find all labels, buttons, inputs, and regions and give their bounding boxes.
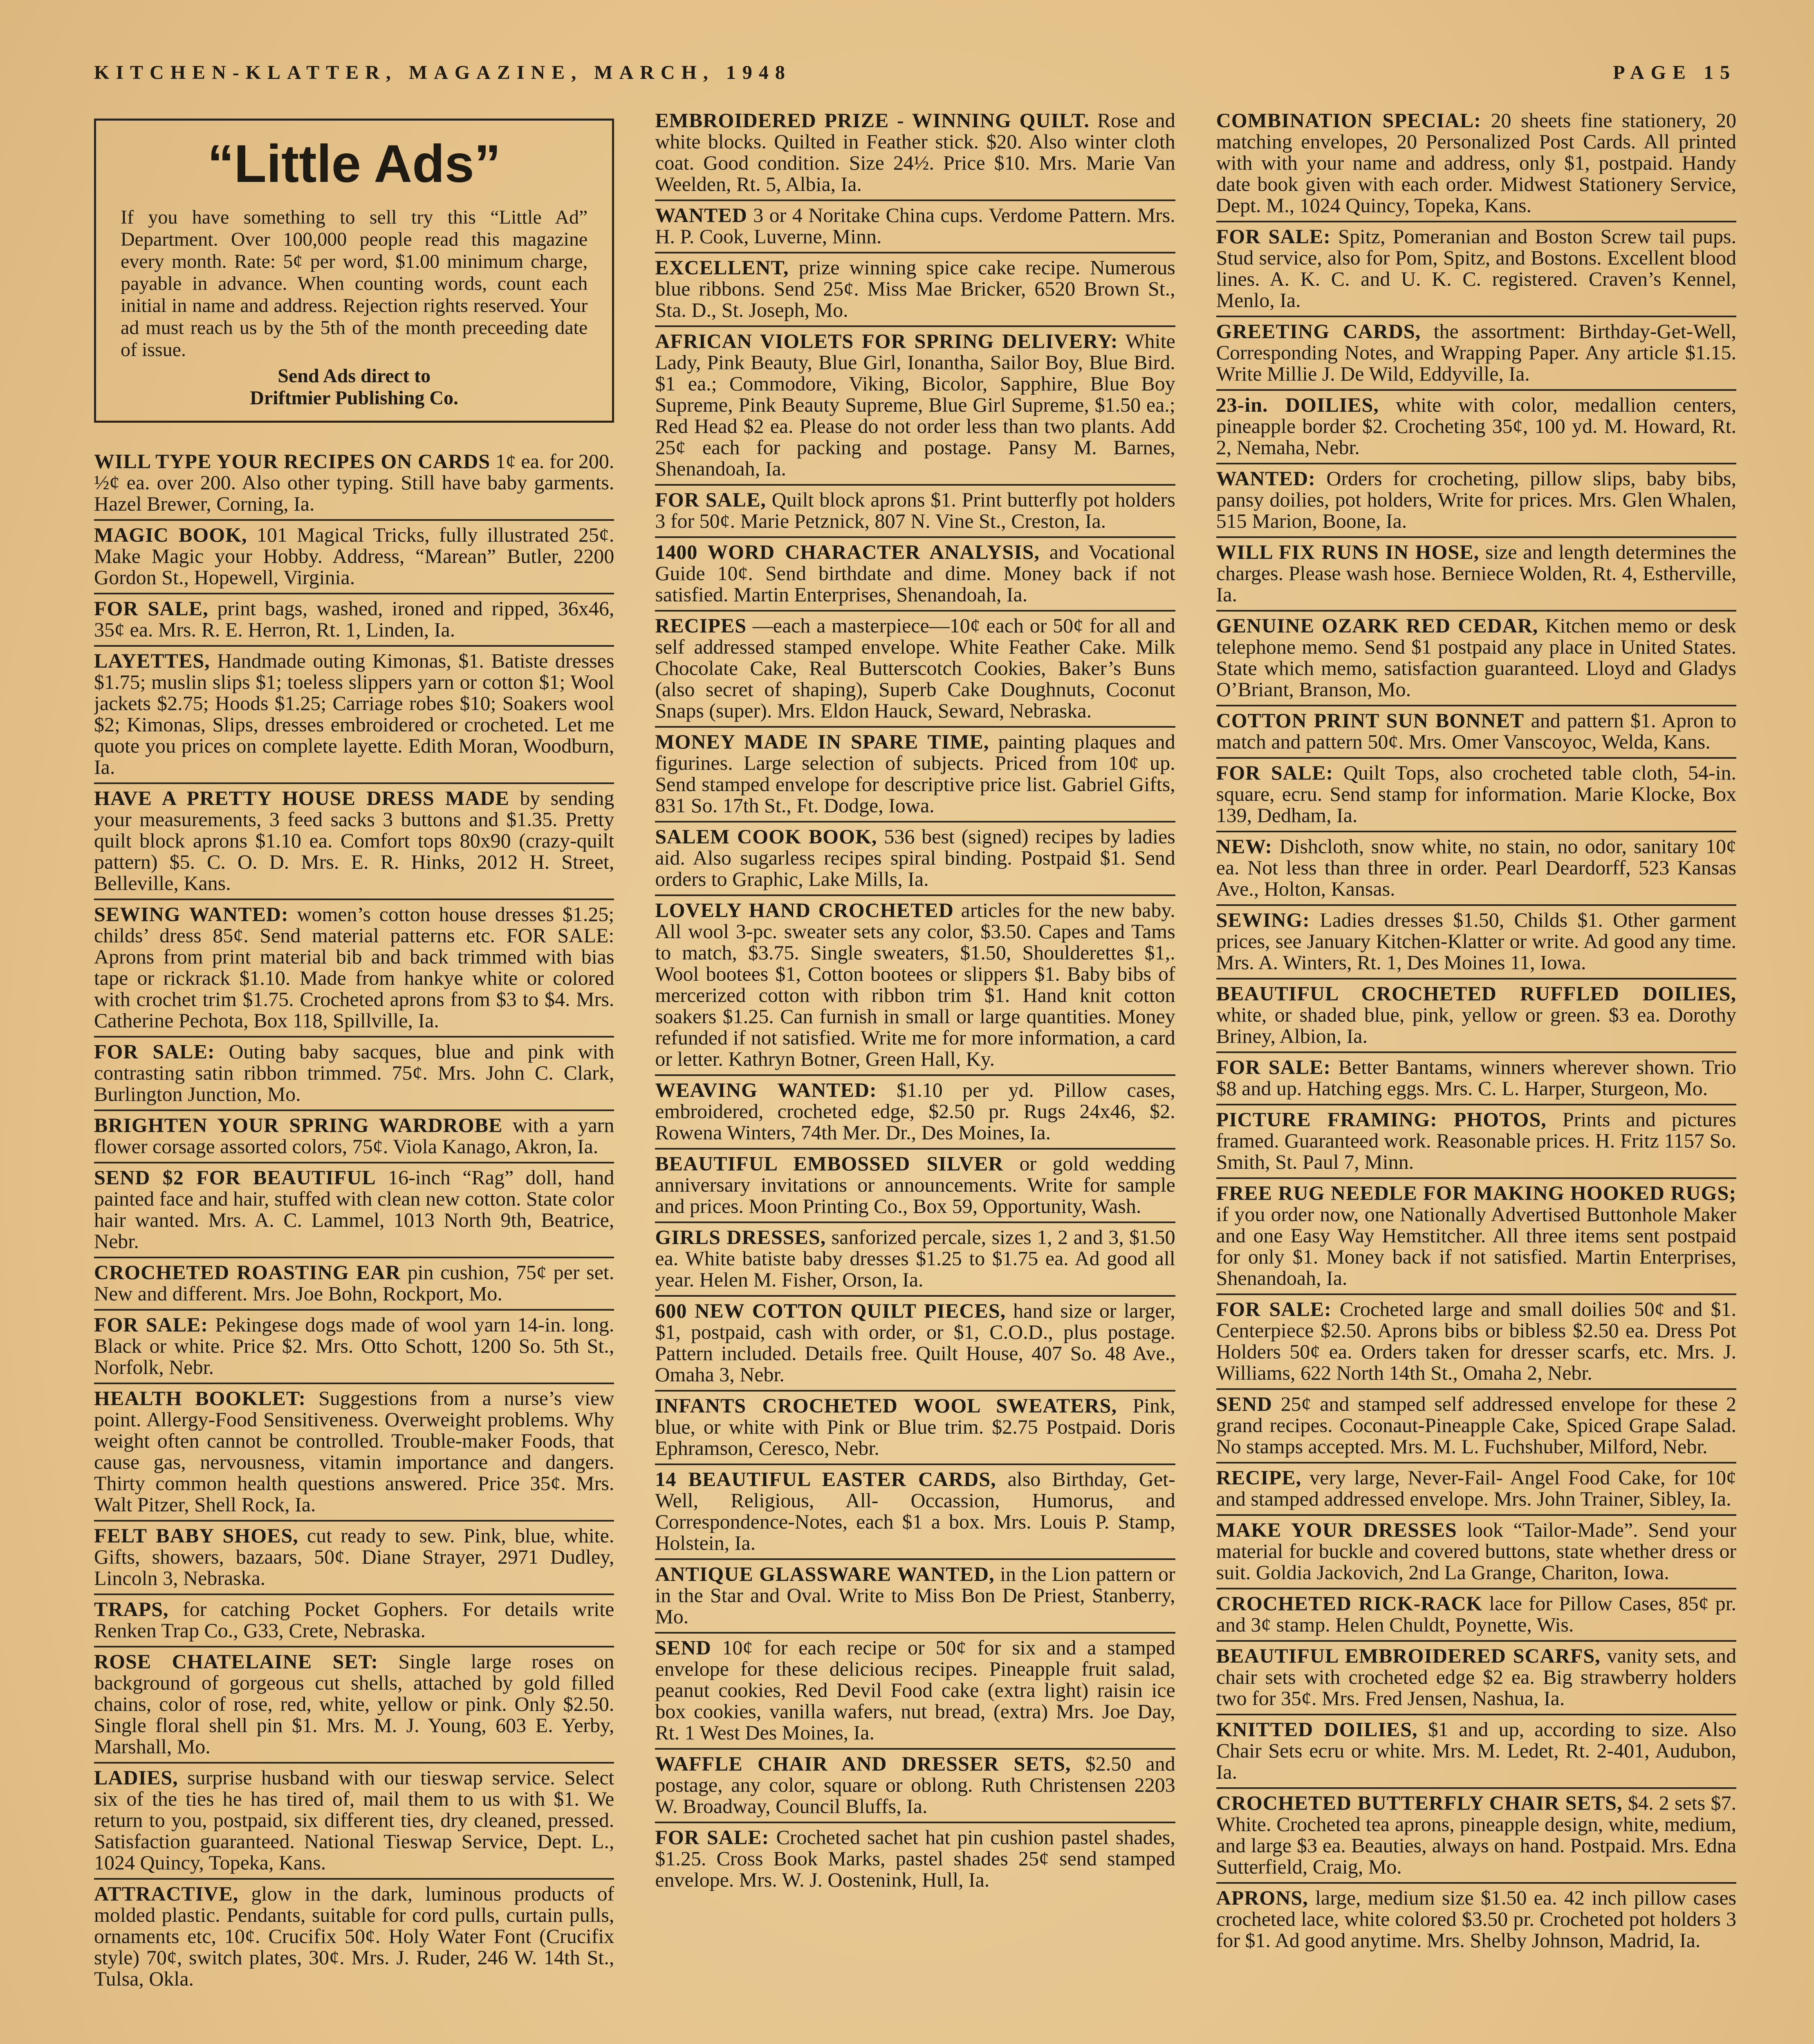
ad-text: also Birthday, Get-Well, Religious, All- Occassion, Humorus, and Correspondence-Notes, each $1 a box. Mrs. Louis P. Stamp, Holstein, Ia. [655,1468,1175,1554]
ad-heading: GIRLS DRESSES, [655,1226,826,1248]
ad-heading: FOR SALE: [1216,761,1334,784]
ad-heading: FOR SALE: [655,1826,769,1849]
ad-text: surprise husband with our tieswap service. Select six of the ties he has tired of, mail them to us with $1. We return to you, postpaid, six different ties, dry cleaned, pressed. Satisfaction guaranteed. National Tieswap Service, Dept. L., 1024 Quincy, Topeka, Kans. [94,1766,614,1874]
ad-text: $4. 2 sets $7. White. Crocheted tea aprons, pineapple design, white, medium, and large $3 ea. Beauties, always on hand. Postpaid. Mrs. Edna Sutterfield, Craig, Mo. [1216,1791,1736,1878]
ad-heading: FOR SALE, [655,488,766,511]
ad-heading: 14 BEAUTIFUL EASTER CARDS, [655,1468,996,1490]
classified-ad [655,327,1175,486]
ad-text: size and length determines the charges. Please wash hose. Berniece Wolden, Rt. 4, Estherville, Ia. [1216,540,1736,606]
classified-ad [94,1595,614,1647]
ad-heading: WANTED: [1216,467,1316,490]
ad-text: Crocheted sachet hat pin cushion pastel shades, $1.25. Cross Book Marks, pastel shades 25¢ send stamped envelope. Mrs. W. J. Oostenink, Hull, Ia. [655,1826,1175,1891]
ad-text: Orders for crocheting, pillow slips, baby bibs, pansy doilies, pot holders, Write for prices. Mrs. Glen Whalen, 515 Marion, Boone, Ia. [1216,467,1736,532]
classified-ad [1216,1390,1736,1464]
classified-ad [1216,1053,1736,1105]
ad-text: pin cushion, 75¢ per set. New and different. Mrs. Joe Bohn, Rockport, Mo. [94,1261,614,1305]
ad-text: with a yarn flower corsage assorted colors, 75¢. Viola Kanago, Akron, Ia. [94,1114,614,1158]
ad-text: by sending your measurements, 3 feed sacks 3 buttons and $1.35. Pretty quilt block aprons $1.10 ea. Comfort tops 80x90 (crazy-quilt pattern) $5. C. O. D. Mrs. E. R. Hinks, 2012 H. Street, Belleville, Kans. [94,787,614,894]
page-header [94,61,1736,90]
ad-text: hand size or larger, $1, postpaid, cash with order, or $1, C.O.D., plus postage. Pattern included. Details free. Quilt House, 407 So. 48 Ave., Omaha 3, Nebr. [655,1299,1175,1386]
ad-text: Handmade outing Kimonas, $1. Batiste dresses $1.75; muslin slips $1; toeless slippers yarn or cotton $1; Wool jackets $2.75; Hoods $1.25; Carriage robes $10; Soakers wool $2; Kimonas, Slips, dresses embroidered or crocheted. Let me quote you prices on complete layette. Edith Moran, Woodburn, Ia. [94,649,614,778]
classified-ad [1216,759,1736,832]
ad-heading: PICTURE FRAMING: PHOTOS, [1216,1108,1547,1131]
classified-ad [1216,464,1736,538]
ad-heading: APRONS, [1216,1886,1308,1909]
classified-ad [655,253,1175,327]
ad-heading: EMBROIDERED PRIZE - WINNING QUILT. [655,109,1090,132]
little-ads-box [94,119,614,423]
ad-heading: 1400 WORD CHARACTER ANALYSIS, [655,540,1040,563]
ad-heading: TRAPS, [94,1598,169,1620]
ad-heading: BEAUTIFUL EMBROIDERED SCARFS, [1216,1644,1601,1667]
ad-text: $1.10 per yd. Pillow cases, embroidered, crocheted edge, $2.50 pr. Rugs 24x46, $2. Rowena Winters, 74th Mer. Dr., Des Moines, Ia. [655,1078,1175,1144]
ad-text: if you order now, one Nationally Advertised Buttonhole Maker and one Easy Way Hemstitcher. All three items sent postpaid for only $1. Money back if not satisfied. Martin Enterprises, Shenandoah, Ia. [1216,1203,1736,1289]
classified-ad [94,1522,614,1595]
ad-text: White Lady, Pink Beauty, Blue Girl, Ionantha, Sailor Boy, Blue Bird. $1 ea.; Commodore, Viking, Bicolor, Sapphire, Blue Boy Supreme, Pink Beauty Supreme, Blue Girl Supreme, $1.50 ea.; Red Head $2 ea. Please do not order less than two plants. Add 25¢ each for packing and postage. Pansy M. Barnes, Shenandoah, Ia. [655,329,1175,480]
classified-ad [94,1311,614,1384]
classified-ad [655,1634,1175,1750]
ad-heading: BRIGHTEN YOUR SPRING WARDROBE [94,1114,503,1136]
ad-heading: EXCELLENT, [655,256,789,279]
ad-heading: FELT BABY SHOES, [94,1524,298,1547]
classified-ad [94,1880,614,1994]
ad-text: Pekingese dogs made of wool yarn 14-in. long. Black or white. Price $2. Mrs. Otto Schott, 1200 So. 5th St., Norfolk, Nebr. [94,1313,614,1378]
ad-heading: ANTIQUE GLASSWARE WANTED, [655,1562,995,1585]
classified-ad [94,1163,614,1258]
ad-heading: BEAUTIFUL CROCHETED RUFFLED DOILIES, [1216,982,1736,1005]
ad-text: Pink, blue, or white with Pink or Blue trim. $2.75 Postpaid. Doris Ephramson, Ceresco, Nebr. [655,1394,1175,1459]
ad-heading: SEND $2 FOR BEAUTIFUL [94,1166,376,1189]
ad-heading: WANTED [655,204,747,226]
classified-ad [1216,222,1736,317]
ad-text: Spitz, Pomeranian and Boston Screw tail pups. Stud service, also for Pom, Spitz, and Bostons. Excellent blood lines. A. K. C. and U. K. C. registered. Craven’s Kennel, Menlo, Ia. [1216,225,1736,312]
classified-ad [1216,979,1736,1053]
page-number: PAGE 15 [1613,62,1736,83]
ad-text: Quilt Tops, also crocheted table cloth, 54-in. square, ecru. Send stamp for information. Marie Klocke, Box 139, Dedham, Ia. [1216,761,1736,827]
ad-text: Kitchen memo or desk telephone memo. Send $1 postpaid any place in United States. State which memo, satisfaction guaranteed. Lloyd and Gladys O’Briant, Branson, Mo. [1216,614,1736,701]
ad-text: large, medium size $1.50 ea. 42 inch pillow cases crocheted lace, white colored $3.50 pr. Crocheted pot holders 3 for $1. Ad good anytime. Mrs. Shelby Johnson, Madrid, Ia. [1216,1886,1736,1952]
ad-text: painting plaques and figurines. Large selection of subjects. Priced from 10¢ up. Send stamped envelope for descriptive price list. Gabriel Gifts, 831 So. 17th St., Ft. Dodge, Iowa. [655,730,1175,817]
ad-heading: LOVELY HAND CROCHETED [655,899,954,921]
ad-heading: FOR SALE: [1216,225,1331,248]
ad-text: Quilt block aprons $1. Print butterfly pot holders 3 for 50¢. Marie Petznick, 807 N. Vine St., Creston, Ia. [655,488,1175,532]
ad-text: Better Bantams, winners wherever shown. Trio $8 and up. Hatching eggs. Mrs. C. L. Harper, Sturgeon, Mo. [1216,1056,1736,1100]
ad-text: 3 or 4 Noritake China cups. Verdome Pattern. Mrs. H. P. Cook, Luverne, Minn. [655,204,1175,248]
classified-ad [655,538,1175,612]
ad-heading: MAGIC BOOK, [94,523,247,546]
ad-text: 536 best (signed) recipes by ladies aid. Also sugarless recipes spiral binding. Postpaid $1. Send orders to Graphic, Lake Mills, Ia. [655,825,1175,890]
classified-ad [655,201,1175,253]
classified-ad [94,1647,614,1764]
ad-text: Suggestions from a nurse’s view point. Allergy-Food Sensitiveness. Overweight problems. Why weight often cannot be controlled. Trouble-maker Foods, that cause gas, nervousness, vitamin importance and dangers. Thirty common health questions answered. Price 35¢. Mrs. Walt Pitzer, Shell Rock, Ia. [94,1387,614,1516]
classified-ad [1216,706,1736,759]
ad-text: 10¢ for each recipe or 50¢ for six and a stamped envelope for these delicious recipes. Pineapple fruit salad, peanut cookies, Red Devil Food cake (extra light) raisin ice box cookies, vanilla wafers, nut bread, (extra) Mrs. Joe Day, Rt. 1 West Des Moines, Ia. [655,1636,1175,1744]
classified-ad [94,447,614,521]
ad-heading: SALEM COOK BOOK, [655,825,877,848]
classified-ad [655,1750,1175,1823]
ad-text: Prints and pictures framed. Guaranteed work. Reasonable prices. H. Fritz 1157 So. Smith, St. Paul 7, Minn. [1216,1108,1736,1173]
ad-heading: 600 NEW COTTON QUILT PIECES, [655,1299,1006,1322]
ad-text: Crocheted large and small doilies 50¢ and $1. Centerpiece $2.50. Aprons bibs or bibless $2.50 ea. Dress Pot Holders 50¢ ea. Orders taken for dresser scarfs, etc. Mrs. J. Williams, 622 North 14th St., Omaha 2, Nebr. [1216,1298,1736,1384]
ad-heading: COMBINATION SPECIAL: [1216,109,1481,132]
ad-text: white, or shaded blue, pink, yellow or green. $3 ea. Dorothy Briney, Albion, Ia. [1216,1003,1736,1047]
ad-text: glow in the dark, luminous products of molded plastic. Pendants, suitable for cord pulls, curtain pulls, ornaments etc, 10¢. Crucifix 50¢. Holy Water Font (Crucifix style) 70¢, switch plates, 30¢. Mrs. J. Ruder, 246 W. 14th St., Tulsa, Okla. [94,1882,614,1990]
ad-text: lace for Pillow Cases, 85¢ pr. and 3¢ stamp. Helen Chuldt, Poynette, Wis. [1216,1592,1736,1636]
ad-heading: NEW: [1216,835,1273,858]
ad-text: articles for the new baby. All wool 3-pc. sweater sets any color, $3.50. Capes and Tams to match, $3.75. Single sweaters, $1.50, Shoulderettes $1,. Wool bootees $1, Cotton bootees or slippers $1. Baby bibs of mercerized cotton with ribbon trim $1. Hand knit cotton soakers $1.25. Can furnish in small or large quantities. Money refunded if not satisfied. Write me for more information, a card or letter. Kathryn Botner, Green Hall, Ky. [655,899,1175,1070]
ad-heading: CROCHETED BUTTERFLY CHAIR SETS, [1216,1791,1623,1814]
ad-heading: COTTON PRINT SUN BONNET [1216,709,1525,732]
classified-ad [1216,1295,1736,1390]
classified-ad [94,1111,614,1163]
ad-text: print bags, washed, ironed and ripped, 36x46, 35¢ ea. Mrs. R. E. Herron, Rt. 1, Linden, Ia. [94,597,614,641]
classified-ad [94,1384,614,1522]
classified-ad [655,1465,1175,1560]
ad-heading: RECIPES [655,614,747,637]
ad-heading: FOR SALE, [94,597,209,620]
classified-ad [655,486,1175,538]
ad-text: vanity sets, and chair sets with crocheted edge $2 ea. Big strawberry holders two for 35¢. Mrs. Fred Jensen, Nashua, Ia. [1216,1644,1736,1710]
ad-heading: FOR SALE: [1216,1298,1332,1320]
classified-ad [1216,391,1736,464]
ad-text: cut ready to sew. Pink, blue, white. Gifts, showers, bazaars, 50¢. Diane Strayer, 2971 Dudley, Lincoln 3, Nebraska. [94,1524,614,1589]
ad-heading: ROSE CHATELAINE SET: [94,1650,378,1673]
ad-text: white with color, medallion centers, pineapple border $2. Crocheting 35¢, 100 yd. M. Howard, Rt. 2, Nemaha, Nebr. [1216,393,1736,459]
classified-ad [94,1764,614,1880]
ad-text: Outing baby sacques, blue and pink with contrasting satin ribbon trimmed. 75¢. Mrs. John C. Clark, Burlington Junction, Mo. [94,1040,614,1105]
ad-heading: FOR SALE: [1216,1056,1331,1078]
ad-heading: BEAUTIFUL EMBOSSED SILVER [655,1152,1004,1175]
classified-ad [655,612,1175,728]
classified-ad [1216,106,1736,222]
classified-ad [1216,906,1736,979]
ad-text: and pattern $1. Apron to match and pattern 50¢. Mrs. Omer Vanscoyoc, Welda, Kans. [1216,709,1736,753]
classified-ad [655,1392,1175,1465]
ad-heading: SEND [1216,1392,1273,1415]
classified-ad [655,823,1175,896]
ad-text: 101 Magical Tricks, fully illustrated 25¢. Make Magic your Hobby. Address, “Marean” Butler, 2200 Gordon St., Hopewell, Virginia. [94,523,614,589]
ad-heading: MONEY MADE IN SPARE TIME, [655,730,989,753]
ad-heading: ATTRACTIVE, [94,1882,239,1905]
send-ads-line: Send Ads direct to [278,365,431,387]
ad-heading: HAVE A PRETTY HOUSE DRESS MADE [94,787,509,809]
classified-ad [1216,1464,1736,1516]
little-ads-body: If you have something to sell try this “Little Ad” Department. Over 100,000 people read this magazine every month. Rate: 5¢ per word, $1.00 minimum charge, payable in advance. When counting words, count each initial in name and address. Rejection rights reserved. Your ad must reach us by the 5th of the month preceeding date of issue. [121,206,588,361]
ad-heading: INFANTS CROCHETED WOOL SWEATERS, [655,1394,1117,1417]
ad-heading: FOR SALE: [94,1313,209,1336]
classified-ad [1216,1715,1736,1789]
ad-text: very large, Never-Fail- Angel Food Cake, for 10¢ and stamped addressed envelope. Mrs. John Trainer, Sibley, Ia. [1216,1466,1736,1510]
ad-heading: LAYETTES, [94,649,210,672]
ad-text: women’s cotton house dresses $1.25; childs’ dress 85¢. Send material patterns etc. FOR SALE: Aprons from print material bib and back trimmed with bias tape or rickrack $1.10. Made from hankye white or colored with crochet trim $1.75. Crocheted aprons from $3 to $4. Mrs. Catherine Pechota, Box 118, Spillville, Ia. [94,903,614,1032]
classified-ad [1216,1105,1736,1179]
ad-heading: FREE RUG NEEDLE FOR MAKING HOOKED RUGS; [1216,1181,1736,1204]
publisher-name: Driftmier Publishing Co. [250,387,459,409]
ad-text: Ladies dresses $1.50, Childs $1. Other garment prices, see January Kitchen-Klatter or write. Ad good any time. Mrs. A. Winters, Rt. 1, Des Moines 11, Iowa. [1216,908,1736,974]
column-1 [94,106,614,2044]
ad-text: in the Lion pattern or in the Star and Oval. Write to Miss Bon De Priest, Stanberry, Mo. [655,1562,1175,1628]
classified-ad [1216,1642,1736,1715]
ad-text: —each a masterpiece—10¢ each or 50¢ for all and self addressed stamped envelope. White Feather Cake. Milk Chocolate Cake, Real Butterscotch Cookies, Baker’s Buns (also secret of shaping), Superb Cake Doughnuts, Coconut Snaps (super). Mrs. Eldon Hauck, Seward, Nebraska. [655,614,1175,722]
classified-ad [655,728,1175,823]
classified-ad [1216,832,1736,906]
ad-heading: AFRICAN VIOLETS FOR SPRING DELIVERY: [655,329,1118,352]
ad-heading: 23-in. DOILIES, [1216,393,1379,416]
classified-ad [94,1038,614,1111]
ad-heading: WEAVING WANTED: [655,1078,877,1101]
column-2 [655,106,1175,2044]
classified-ad [94,900,614,1038]
classified-ad [1216,317,1736,391]
ad-text: look “Tailor-Made”. Send your material for buckle and covered buttons, state whether dress or suit. Goldia Jackovich, 2nd La Grange, Chariton, Iowa. [1216,1518,1736,1584]
ad-text: 25¢ and stamped self addressed envelope for these 2 grand recipes. Coconaut-Pineapple Cake, Spiced Grape Salad. No stamps accepted. Mrs. M. L. Fuchshuber, Milford, Nebr. [1216,1392,1736,1458]
ad-text: Single large roses on background of gorgeous cut shells, attached by gold filled chains, color of rose, red, white, yellow or pink. Only $2.50. Single floral shell pin $1. Mrs. M. J. Young, 603 E. Yerby, Marshall, Mo. [94,1650,614,1758]
classified-ad [655,1150,1175,1223]
classified-ad [94,1258,614,1311]
ad-text: Rose and white blocks. Quilted in Feather stick. $20. Also winter cloth coat. Good condition. Size 24½. Price $10. Mrs. Marie Van Weelden, Rt. 5, Albia, Ia. [655,109,1175,195]
classified-ad [1216,1884,1736,1956]
ad-heading: WILL TYPE YOUR RECIPES ON CARDS [94,450,491,473]
ad-heading: WILL FIX RUNS IN HOSE, [1216,540,1480,563]
ad-text: 20 sheets fine stationery, 20 matching envelopes, 20 Personalized Post Cards. All printed with with your name and address, only $1, postpaid. Handy date book given with each order. Midwest Stationery Service, Dept. M., 1024 Quincy, Topeka, Kans. [1216,109,1736,217]
ad-heading: SEWING WANTED: [94,903,289,926]
ad-heading: HEALTH BOOKLET: [94,1387,306,1410]
ad-text: 1¢ ea. for 200. ½¢ ea. over 200. Also other typing. Still have baby garments. Hazel Brewer, Corning, Ia. [94,450,614,515]
classified-ad [94,594,614,647]
ad-heading: SEWING: [1216,908,1310,931]
ad-text: prize winning spice cake recipe. Numerous blue ribbons. Send 25¢. Miss Mae Bricker, 6520 Brown St., Sta. D., St. Joseph, Mo. [655,256,1175,321]
ad-heading: CROCHETED RICK-RACK [1216,1592,1483,1615]
ad-text: and Vocational Guide 10¢. Send birthdate and dime. Money back if not satisfied. Martin Enterprises, Shenandoah, Ia. [655,540,1175,606]
classified-ad [1216,538,1736,612]
ad-heading: MAKE YOUR DRESSES [1216,1518,1457,1541]
classified-ad [655,1297,1175,1392]
ad-text: $1 and up, according to size. Also Chair Sets ecru or white. Mrs. M. Ledet, Rt. 2-401, Audubon, Ia. [1216,1718,1736,1783]
classified-ad [94,784,614,900]
ad-heading: CROCHETED ROASTING EAR [94,1261,401,1284]
ad-heading: FOR SALE: [94,1040,215,1063]
ad-text: sanforized percale, sizes 1, 2 and 3, $1.50 ea. White batiste baby dresses $1.25 to $1.75 ea. Ad good all year. Helen M. Fisher, Orson, Ia. [655,1226,1175,1291]
classified-ad [655,1076,1175,1150]
ad-columns [94,106,1736,2044]
ad-text: for catching Pocket Gophers. For details write Renken Trap Co., G33, Crete, Nebraska. [94,1598,614,1642]
classified-ad [655,1823,1175,1895]
ad-text: 16-inch “Rag” doll, hand painted face and hair, stuffed with clean new cotton. State color hair wanted. Mrs. A. C. Lammel, 1013 North 9th, Beatrice, Nebr. [94,1166,614,1253]
classified-ad [94,647,614,784]
ad-heading: WAFFLE CHAIR AND DRESSER SETS, [655,1752,1071,1775]
ad-heading: GREETING CARDS, [1216,320,1421,343]
ad-heading: LADIES, [94,1766,178,1789]
ad-text: $2.50 and postage, any color, square or oblong. Ruth Christensen 2203 W. Broadway, Council Bluffs, Ia. [655,1752,1175,1818]
ad-text: Dishcloth, snow white, no stain, no odor, sanitary 10¢ ea. Not less than three in order. Pearl Deardorff, 523 Kansas Ave., Holton, Kansas. [1216,835,1736,900]
little-ads-title: “Little Ads” [207,134,501,193]
ad-text: or gold wedding anniversary invitations or announcements. Write for sample and prices. Moon Printing Co., Box 59, Opportunity, Wash. [655,1152,1175,1217]
classified-ad [655,896,1175,1076]
classified-ad [1216,1789,1736,1884]
classified-ad [1216,1516,1736,1589]
classified-ad [655,1223,1175,1297]
classified-ad [655,106,1175,201]
ad-heading: SEND [655,1636,711,1659]
column-3 [1216,106,1736,2044]
ad-text: the assortment: Birthday-Get-Well, Corresponding Notes, and Wrapping Paper. Any article $1.15. Write Millie J. De Wild, Eddyville, Ia. [1216,320,1736,385]
classified-ad [94,521,614,594]
ad-heading: RECIPE, [1216,1466,1302,1489]
classified-ad [1216,1589,1736,1642]
classified-ad [655,1560,1175,1634]
classified-ad [1216,1179,1736,1295]
ad-heading: GENUINE OZARK RED CEDAR, [1216,614,1538,637]
masthead: KITCHEN-KLATTER, MAGAZINE, MARCH, 1948 [94,62,792,83]
ad-heading: KNITTED DOILIES, [1216,1718,1418,1741]
classified-ad [1216,612,1736,706]
